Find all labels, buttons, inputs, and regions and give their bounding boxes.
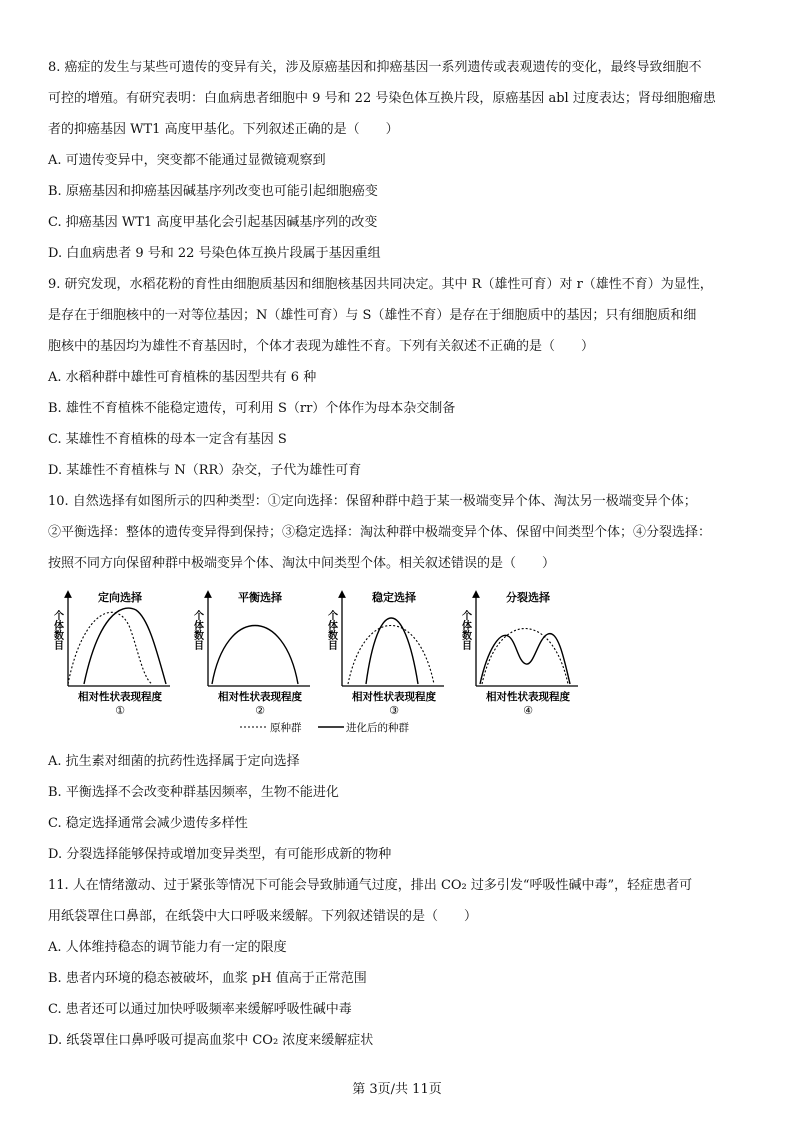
q8-stem-line-3: 者的抑癌基因 WT1 高度甲基化。下列叙述正确的是（ ） xyxy=(48,122,399,137)
evolved-population-curve xyxy=(480,634,570,684)
page-footer: 第 3页/共 11页 xyxy=(352,1082,442,1097)
q10-option-a: A. 抗生素对细菌的抗药性选择属于定向选择 xyxy=(48,754,300,769)
panel-3-number: ③ xyxy=(389,704,399,717)
original-population-curve xyxy=(68,612,152,684)
q10-stem-line-2: ②平衡选择：整体的遗传变异得到保持；③稳定选择：淘汰种群中极端变异个体、保留中间类型个体；④分裂选择： xyxy=(48,525,712,540)
panel-2-number: ② xyxy=(255,704,265,717)
panel-1-xlabel: 相对性状表现程度 xyxy=(78,691,162,703)
q9-stem-line-2: 是存在于细胞核中的一对等位基因；N（雄性可育）与 S（雄性不育）是存在于细胞质中的基因；只有细胞质和细 xyxy=(48,308,697,323)
q8-stem-line-1: 8. 癌症的发生与某些可遗传的变异有关，涉及原癌基因和抑癌基因一系列遗传或表观遗传的变化，最终导致细胞不 xyxy=(48,60,702,75)
panel-balancing-selection xyxy=(192,590,311,717)
panel-2-title: 平衡选择 xyxy=(238,591,282,604)
panel-2-ylabel: 个体数目 xyxy=(191,610,203,650)
q11-option-c: C. 患者还可以通过加快呼吸频率来缓解呼吸性碱中毒 xyxy=(48,1002,352,1017)
evolved-population-curve xyxy=(366,618,418,684)
q11-option-b: B. 患者内环境的稳态被破坏，血浆 pH 值高于正常范围 xyxy=(48,971,367,986)
panel-4-number: ④ xyxy=(523,704,533,717)
q11-stem-line-1: 11. 人在情绪激动、过于紧张等情况下可能会导致肺通气过度，排出 CO₂ 过多引发“呼吸性碱中毒”，轻症患者可 xyxy=(48,878,693,893)
panel-1-ylabel: 个体数目 xyxy=(51,610,63,650)
q8-stem-line-2: 可控的增殖。有研究表明：白血病患者细胞中 9 号和 22 号染色体互换片段，原癌基因 abl 过度表达；肾母细胞瘤患 xyxy=(48,91,716,106)
panel-1-number: ① xyxy=(115,704,125,717)
q9-option-b: B. 雄性不育植株不能稳定遗传，可利用 S（rr）个体作为母本杂交制备 xyxy=(48,401,456,416)
q10-option-c: C. 稳定选择通常会减少遗传多样性 xyxy=(48,816,248,831)
panel-2-xlabel: 相对性状表现程度 xyxy=(218,691,302,703)
q10-stem-line-3: 按照不同方向保留种群中极端变异个体、淘汰中间类型个体。相关叙述错误的是（ ） xyxy=(48,556,556,571)
q11-option-a: A. 人体维持稳态的调节能力有一定的限度 xyxy=(48,940,287,955)
legend-evolved: 进化后的种群 xyxy=(346,722,409,734)
q10-option-d: D. 分裂选择能够保持或增加变异类型，有可能形成新的物种 xyxy=(48,847,392,862)
panel-directional-selection xyxy=(52,590,171,717)
q9-option-d: D. 某雄性不育植株与 N（RR）杂交，子代为雄性可育 xyxy=(48,463,362,478)
panel-4-title: 分裂选择 xyxy=(506,591,550,604)
panel-3-xlabel: 相对性状表现程度 xyxy=(352,691,436,703)
panel-1-title: 定向选择 xyxy=(98,591,142,604)
figure-legend xyxy=(240,721,409,734)
panel-4-ylabel: 个体数目 xyxy=(459,610,471,650)
q10-stem-line-1: 10. 自然选择有如图所示的四种类型：①定向选择：保留种群中趋于某一极端变异个体、淘汰另一极端变异个体； xyxy=(48,494,697,509)
q10-option-b: B. 平衡选择不会改变种群基因频率，生物不能进化 xyxy=(48,785,339,800)
panel-disruptive-selection xyxy=(460,590,579,717)
original-population-curve xyxy=(348,626,434,685)
panel-3-ylabel: 个体数目 xyxy=(325,610,337,650)
q8-option-d: D. 白血病患者 9 号和 22 号染色体互换片段属于基因重组 xyxy=(48,246,381,261)
selection-types-figure xyxy=(48,588,608,740)
q9-option-a: A. 水稻种群中雄性可育植株的基因型共有 6 种 xyxy=(48,370,317,385)
q8-option-c: C. 抑癌基因 WT1 高度甲基化会引起基因碱基序列的改变 xyxy=(48,215,378,230)
q11-stem-line-2: 用纸袋罩住口鼻部，在纸袋中大口呼吸来缓解。下列叙述错误的是（ ） xyxy=(48,909,478,924)
panel-3-title: 稳定选择 xyxy=(372,591,416,604)
evolved-population-curve xyxy=(212,626,298,685)
panel-4-xlabel: 相对性状表现程度 xyxy=(486,691,570,703)
legend-original: 原种群 xyxy=(270,722,302,734)
q9-stem-line-3: 胞核中的基因均为雄性不育基因时，个体才表现为雄性不育。下列有关叙述不正确的是（ ） xyxy=(48,339,595,354)
q9-stem-line-1: 9. 研究发现，水稻花粉的育性由细胞质基因和细胞核基因共同决定。其中 R（雄性可育）对 r（雄性不育）为显性， xyxy=(48,277,713,292)
q8-option-a: A. 可遗传变异中，突变都不能通过显微镜观察到 xyxy=(48,153,326,168)
q9-option-c: C. 某雄性不育植株的母本一定含有基因 S xyxy=(48,432,287,447)
q11-option-d: D. 纸袋罩住口鼻呼吸可提高血浆中 CO₂ 浓度来缓解症状 xyxy=(48,1033,374,1048)
q8-option-b: B. 原癌基因和抑癌基因碱基序列改变也可能引起细胞癌变 xyxy=(48,184,378,199)
panel-stabilizing-selection xyxy=(326,590,445,717)
